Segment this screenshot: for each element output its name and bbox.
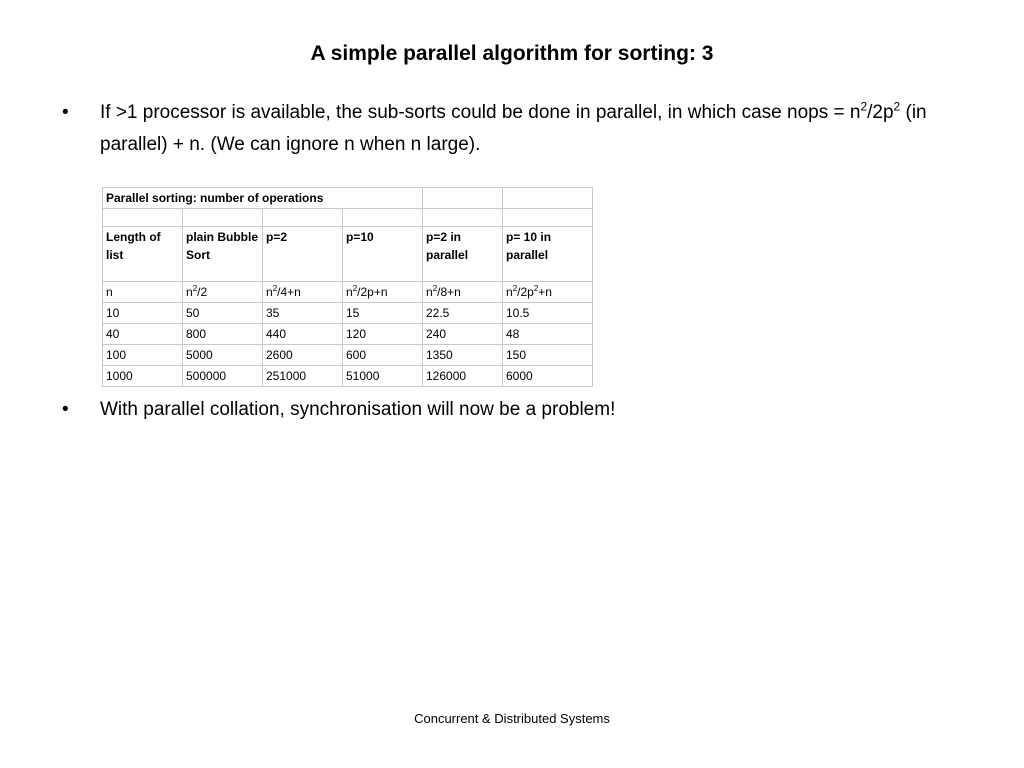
- column-header: Length of list: [103, 227, 183, 282]
- formula-part: n: [106, 285, 113, 299]
- table-row: [103, 345, 593, 366]
- table-cell: 500000: [183, 366, 263, 387]
- empty-cell: [423, 209, 503, 227]
- table-cell: 2600: [263, 345, 343, 366]
- formula-part: /2p: [517, 285, 534, 299]
- column-header: p=2: [263, 227, 343, 282]
- table-cell: 1000: [103, 366, 183, 387]
- empty-cell: [503, 188, 593, 209]
- table-cell: 15: [343, 303, 423, 324]
- table-cell: 150: [503, 345, 593, 366]
- formula-part: n: [506, 285, 513, 299]
- formula-part: /4+n: [277, 285, 301, 299]
- table-row: [103, 366, 593, 387]
- table-cell: 800: [183, 324, 263, 345]
- empty-cell: [343, 209, 423, 227]
- table-row: [103, 324, 593, 345]
- table-cell: 48: [503, 324, 593, 345]
- table-cell: 10: [103, 303, 183, 324]
- formula-cell: [103, 282, 183, 303]
- formula-part: /2: [197, 285, 208, 299]
- header-row: [103, 227, 593, 282]
- formula-part: /2p+n: [357, 285, 388, 299]
- bullet-icon: •: [62, 102, 69, 123]
- formula-part: n: [426, 285, 433, 299]
- table-row: [103, 303, 593, 324]
- table-cell: 600: [343, 345, 423, 366]
- formula-cell: [343, 282, 423, 303]
- column-header: plain Bubble Sort: [183, 227, 263, 282]
- table-cell: 6000: [503, 366, 593, 387]
- bullet-icon: •: [62, 399, 69, 420]
- formula-part: +n: [538, 285, 552, 299]
- formula-row: [103, 282, 593, 303]
- empty-cell: [103, 209, 183, 227]
- table-cell: 40: [103, 324, 183, 345]
- superscript: 2: [432, 284, 438, 293]
- formula-part: n: [186, 285, 193, 299]
- slide-title: A simple parallel algorithm for sorting: 3: [310, 42, 714, 65]
- table-caption: Parallel sorting: number of operations: [103, 188, 423, 209]
- formula-cell: [263, 282, 343, 303]
- superscript: 2: [860, 99, 868, 114]
- table-cell: 51000: [343, 366, 423, 387]
- operations-table: [102, 187, 593, 387]
- formula-part: n: [346, 285, 353, 299]
- table-cell: 120: [343, 324, 423, 345]
- bullet-1-text: [100, 97, 950, 161]
- table-cell: 1350: [423, 345, 503, 366]
- table-cell: 100: [103, 345, 183, 366]
- table-cell: 440: [263, 324, 343, 345]
- formula-part: /8+n: [437, 285, 461, 299]
- superscript: 2: [893, 99, 901, 114]
- formula-cell: [503, 282, 593, 303]
- table-cell: 50: [183, 303, 263, 324]
- table-cell: 5000: [183, 345, 263, 366]
- table-cell: 251000: [263, 366, 343, 387]
- table-cell: 22.5: [423, 303, 503, 324]
- text: If >1 processor is available, the sub-sorts could be done in parallel, in which case nops = n: [100, 102, 861, 123]
- superscript: 2: [533, 284, 539, 293]
- empty-cell: [183, 209, 263, 227]
- superscript: 2: [272, 284, 278, 293]
- superscript: 2: [512, 284, 518, 293]
- formula-cell: [183, 282, 263, 303]
- table-cell: 35: [263, 303, 343, 324]
- empty-cell: [263, 209, 343, 227]
- footer: Concurrent & Distributed Systems: [414, 711, 610, 726]
- column-header: p=10: [343, 227, 423, 282]
- formula-part: n: [266, 285, 273, 299]
- text: /2p: [867, 102, 894, 123]
- empty-cell: [423, 188, 503, 209]
- bullet-2-text: With parallel collation, synchronisation will now be a problem!: [100, 399, 616, 420]
- table-cell: 240: [423, 324, 503, 345]
- text: (in parallel) + n. (We can ignore n when n large).: [100, 102, 927, 155]
- column-header: p=2 in parallel: [423, 227, 503, 282]
- table-cell: 126000: [423, 366, 503, 387]
- column-header: p= 10 in parallel: [503, 227, 593, 282]
- formula-cell: [423, 282, 503, 303]
- table-cell: 10.5: [503, 303, 593, 324]
- superscript: 2: [192, 284, 198, 293]
- empty-cell: [503, 209, 593, 227]
- superscript: 2: [352, 284, 358, 293]
